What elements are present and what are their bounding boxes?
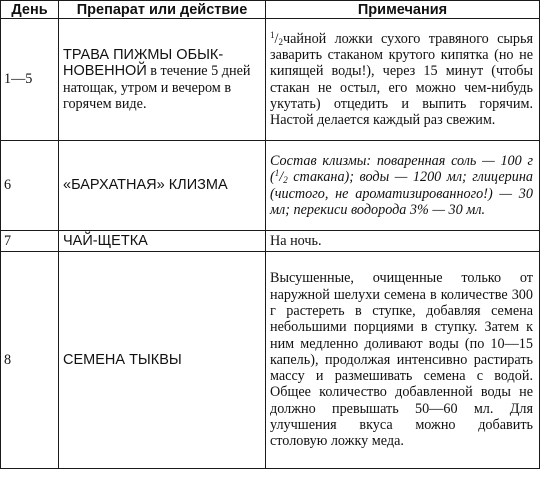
header-day: День xyxy=(1,1,59,19)
fraction-numerator: 1 xyxy=(270,29,275,40)
table-row xyxy=(1,141,540,231)
fraction-denominator: 2 xyxy=(278,36,283,47)
table-row xyxy=(1,19,540,141)
preparation-name: ЧАЙ-ЩЕТКА xyxy=(63,232,148,249)
fraction-denominator: 2 xyxy=(283,175,288,186)
preparation-name: СЕМЕНА ТЫКВЫ xyxy=(63,351,182,368)
header-notes: Примечания xyxy=(266,1,540,19)
day-cell: 6 xyxy=(1,141,59,231)
notes-cell: Состав клизмы: поваренная соль — 100 г ($^1/_2$ стакана); воды — 1200 мл; глицерина (чистого, не ароматизированного!) — 30 мл; перекиси водорода 3% — 30 мл. xyxy=(266,141,540,231)
table-header-row xyxy=(1,1,540,19)
header-preparation: Препарат или действие xyxy=(59,1,266,19)
notes-text-part2: стакана); воды — 1200 мл; глицерина (чистого, не ароматизированного!) — 30 мл; перекиси водорода 3% — 30 мл. xyxy=(270,169,533,218)
table-row xyxy=(1,231,540,252)
table-row xyxy=(1,252,540,469)
notes-cell: $^1/_2чайной$ ложки сухого травяного сырья заварить стаканом крутого кипятка (но не кипящей воды!), через 15 минут (чтобы стакан не остыл, его можно чем-нибудь укутать) отцедить и выпить горячим. Настой делается каждый раз свежим. xyxy=(266,19,540,141)
notes-text: На ночь. xyxy=(270,232,322,249)
preparation-cell xyxy=(59,141,266,231)
notes-cell xyxy=(266,252,540,469)
notes-text: Высушенные, очищенные только от наружной шелухи семена в количестве 300 г растереть в ступке, добавляя семена небольшими порциями в ступку. Затем к ним медленно доливают воды (по 10—15 капель), продолжая интенсивно растирать массу и размешивать семена с водой. Общее количество добавленной воды не должно превышать 50—60 мл. Для улучшения вкуса можно добавить столовую ложку меда. xyxy=(270,270,533,450)
preparation-cell xyxy=(59,19,266,141)
day-cell: 7 xyxy=(1,231,59,252)
notes-text: чайной ложки сухого травяного сырья заварить стаканом крутого кипятка (но не кипящей воды!), через 15 минут (чтобы стакан не остыл, его можно чем-нибудь укутать) отцедить и выпить горячим. Настой делается каждый раз свежим. xyxy=(270,30,533,129)
preparation-name: ТРАВА ПИЖМЫ ОБЫК-НОВЕННОЙ xyxy=(63,46,224,80)
notes-text-part1: Состав клизмы: поваренная соль — 100 г ( xyxy=(270,152,533,186)
preparation-cell xyxy=(59,252,266,469)
preparation-detail: в течение 5 дней натощак, утром и вечером в горячем виде. xyxy=(63,63,251,112)
fraction-numerator: 1 xyxy=(274,168,280,179)
day-cell: 8 xyxy=(1,252,59,469)
preparation-name: «БАРХАТНАЯ» КЛИЗМА xyxy=(63,177,228,194)
notes-cell xyxy=(266,231,540,252)
day-cell: 1—5 xyxy=(1,19,59,141)
preparation-cell xyxy=(59,231,266,252)
